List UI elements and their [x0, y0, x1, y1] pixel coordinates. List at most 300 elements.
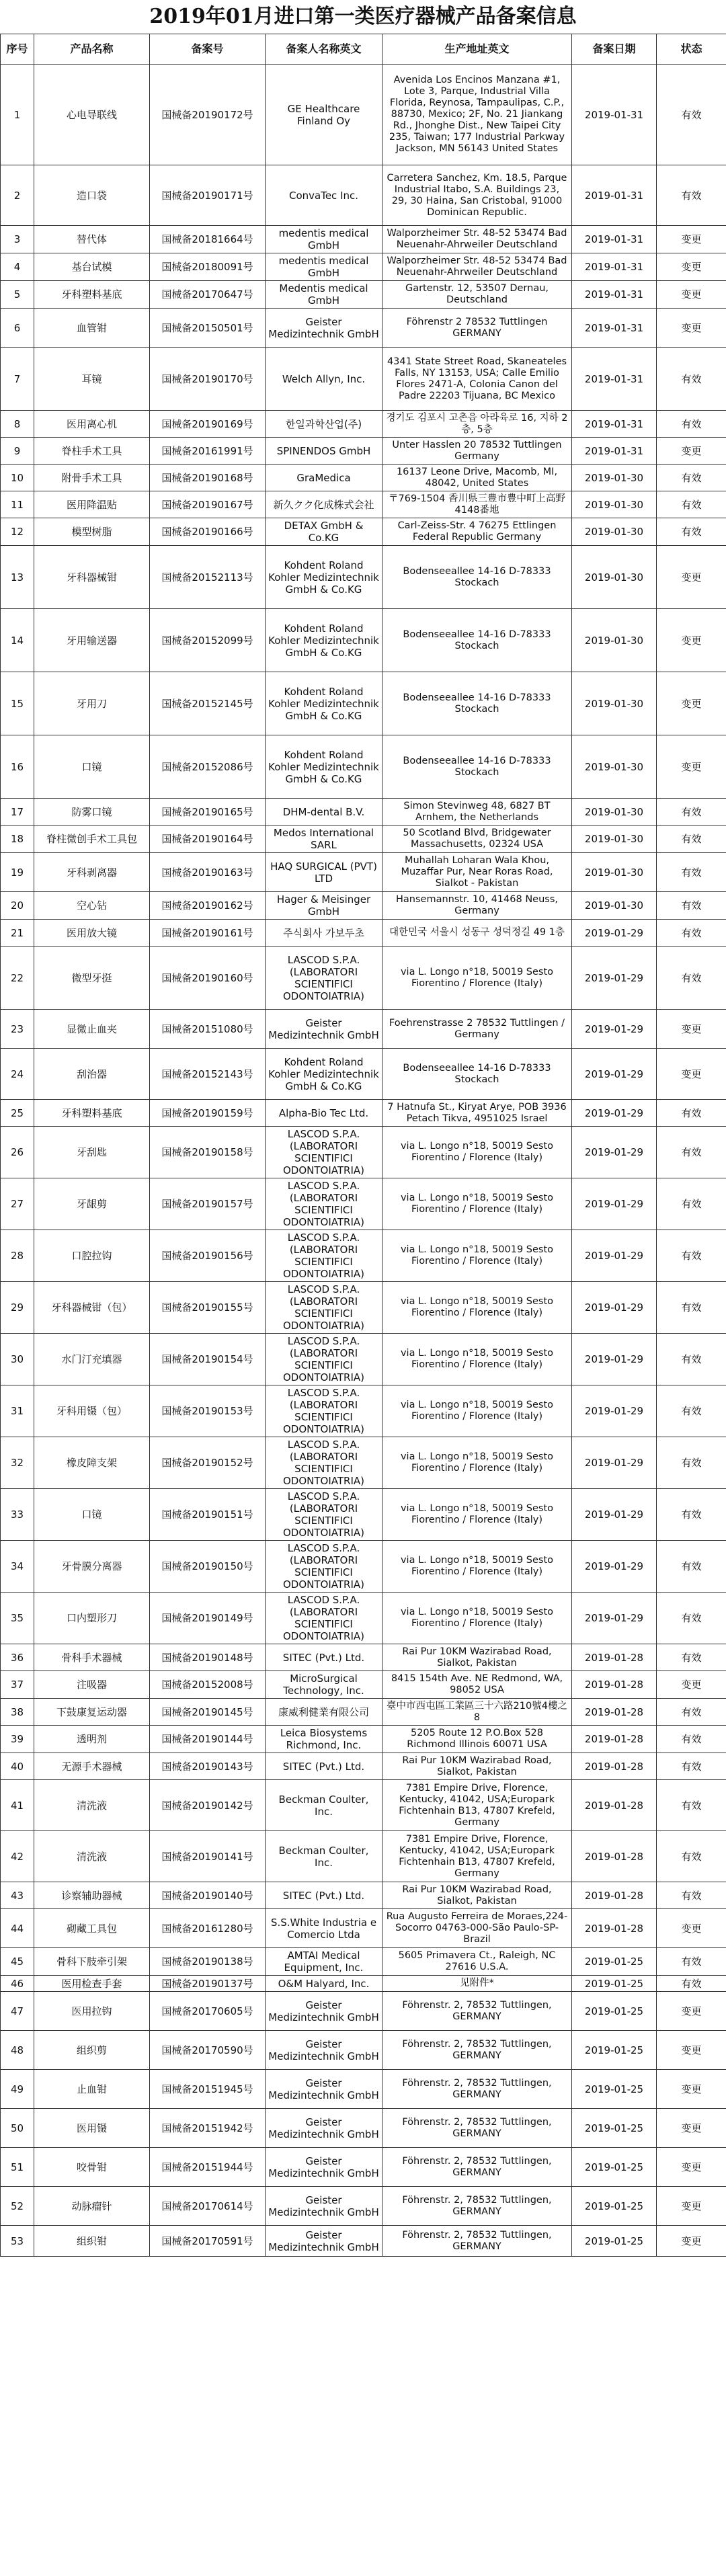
record-number-cell: 国械备20190140号	[150, 1882, 266, 1909]
table-row	[1, 826, 726, 853]
table-row	[1, 165, 726, 226]
status-cell: 变更	[657, 438, 726, 465]
production-address-cell: Unter Hasslen 20 78532 Tuttlingen Germany	[382, 438, 572, 465]
product-name-cell: 脊柱手术工具	[34, 438, 150, 465]
product-name-cell: 咬骨钳	[34, 2148, 150, 2187]
production-address-cell: Föhrenstr. 2, 78532 Tuttlingen, GERMANY	[382, 2187, 572, 2226]
production-address-cell: Hansemannstr. 10, 41468 Neuss, Germany	[382, 892, 572, 920]
registrant-name-cell: Geister Medizintechnik GmbH	[266, 2226, 382, 2257]
product-name-cell: 医用离心机	[34, 411, 150, 438]
record-date-cell: 2019-01-25	[572, 2187, 657, 2226]
record-number-cell: 国械备20190163号	[150, 853, 266, 892]
record-number-cell: 国械备20181664号	[150, 226, 266, 253]
registrant-name-cell: GraMedica	[266, 465, 382, 491]
table-row	[1, 226, 726, 253]
record-number-cell: 国械备20190144号	[150, 1726, 266, 1753]
status-cell: 变更	[657, 2187, 726, 2226]
table-row	[1, 947, 726, 1010]
production-address-cell: 7381 Empire Drive, Florence, Kentucky, 41042, USA;Europark Fichtenhain B13, 47807 Krefeld, Germany	[382, 1831, 572, 1882]
record-date-cell: 2019-01-29	[572, 1385, 657, 1437]
production-address-cell: Carl-Zeiss-Str. 4 76275 Ettlingen Federal Republic Germany	[382, 518, 572, 546]
record-number-cell: 国械备20190151号	[150, 1489, 266, 1541]
seq-cell: 19	[1, 853, 34, 892]
record-date-cell: 2019-01-28	[572, 1671, 657, 1699]
registrant-name-cell: Kohdent Roland Kohler Medizintechnik GmbH & Co.KG	[266, 1049, 382, 1100]
status-cell: 变更	[657, 1010, 726, 1049]
record-number-cell: 国械备20190156号	[150, 1230, 266, 1282]
production-address-cell: 臺中市西屯區工業區三十六路210號4樓之8	[382, 1699, 572, 1726]
record-number-cell: 国械备20152143号	[150, 1049, 266, 1100]
registrant-name-cell: Kohdent Roland Kohler Medizintechnik GmbH & Co.KG	[266, 735, 382, 799]
table-row	[1, 438, 726, 465]
record-date-cell: 2019-01-29	[572, 1593, 657, 1644]
status-cell: 变更	[657, 609, 726, 672]
seq-cell: 40	[1, 1753, 34, 1780]
status-cell: 变更	[657, 546, 726, 609]
seq-cell: 42	[1, 1831, 34, 1882]
table-row	[1, 1230, 726, 1282]
seq-cell: 37	[1, 1671, 34, 1699]
registrant-name-cell: medentis medical GmbH	[266, 253, 382, 281]
production-address-cell: Bodenseeallee 14-16 D-78333 Stockach	[382, 1049, 572, 1100]
status-cell: 有效	[657, 853, 726, 892]
product-name-cell: 牙科塑料基底	[34, 281, 150, 309]
record-number-cell: 国械备20190164号	[150, 826, 266, 853]
seq-cell: 52	[1, 2187, 34, 2226]
product-name-cell: 组织剪	[34, 2031, 150, 2070]
status-cell: 有效	[657, 465, 726, 491]
record-number-cell: 国械备20190148号	[150, 1644, 266, 1671]
production-address-cell: Föhrenstr. 2, 78532 Tuttlingen, GERMANY	[382, 2109, 572, 2148]
status-cell: 有效	[657, 348, 726, 411]
product-name-cell: 心电导联线	[34, 65, 150, 165]
registrant-name-cell: GE Healthcare Finland Oy	[266, 65, 382, 165]
record-date-cell: 2019-01-29	[572, 1334, 657, 1385]
production-address-cell: Bodenseeallee 14-16 D-78333 Stockach	[382, 546, 572, 609]
seq-cell: 34	[1, 1541, 34, 1593]
product-name-cell: 基台试模	[34, 253, 150, 281]
header-production-address: 生产地址英文	[382, 34, 572, 65]
seq-cell: 29	[1, 1282, 34, 1334]
seq-cell: 8	[1, 411, 34, 438]
table-row	[1, 672, 726, 735]
production-address-cell: Simon Stevinweg 48, 6827 BT Arnhem, the Netherlands	[382, 799, 572, 826]
product-name-cell: 口镜	[34, 1489, 150, 1541]
table-row	[1, 309, 726, 348]
table-row	[1, 853, 726, 892]
production-address-cell: via L. Longo n°18, 50019 Sesto Fiorentino / Florence (Italy)	[382, 1489, 572, 1541]
table-row	[1, 2109, 726, 2148]
record-number-cell: 国械备20170591号	[150, 2226, 266, 2257]
header-status: 状态	[657, 34, 726, 65]
production-address-cell: Rai Pur 10KM Wazirabad Road, Sialkot, Pakistan	[382, 1644, 572, 1671]
seq-cell: 53	[1, 2226, 34, 2257]
table-row	[1, 1010, 726, 1049]
table-row	[1, 799, 726, 826]
production-address-cell: 7 Hatnufa St., Kiryat Arye, POB 3936 Petach Tikva, 4951025 Israel	[382, 1100, 572, 1127]
production-address-cell: Muhallah Loharan Wala Khou, Muzaffar Pur, Near Roras Road, Sialkot - Pakistan	[382, 853, 572, 892]
registrant-name-cell: Kohdent Roland Kohler Medizintechnik GmbH & Co.KG	[266, 546, 382, 609]
seq-cell: 10	[1, 465, 34, 491]
table-row	[1, 1644, 726, 1671]
production-address-cell: via L. Longo n°18, 50019 Sesto Fiorentino / Florence (Italy)	[382, 1334, 572, 1385]
record-date-cell: 2019-01-30	[572, 518, 657, 546]
record-date-cell: 2019-01-29	[572, 1230, 657, 1282]
product-name-cell: 组织钳	[34, 2226, 150, 2257]
seq-cell: 20	[1, 892, 34, 920]
seq-cell: 5	[1, 281, 34, 309]
registrant-name-cell: Geister Medizintechnik GmbH	[266, 1010, 382, 1049]
table-row	[1, 518, 726, 546]
registrant-name-cell: LASCOD S.P.A.(LABORATORI SCIENTIFICI ODONTOIATRIA)	[266, 1127, 382, 1178]
product-name-cell: 无源手术器械	[34, 1753, 150, 1780]
seq-cell: 48	[1, 2031, 34, 2070]
registrant-name-cell: LASCOD S.P.A.(LABORATORI SCIENTIFICI ODONTOIATRIA)	[266, 1437, 382, 1489]
status-cell: 变更	[657, 1671, 726, 1699]
product-name-cell: 口镜	[34, 735, 150, 799]
seq-cell: 16	[1, 735, 34, 799]
product-name-cell: 刮治器	[34, 1049, 150, 1100]
table-row	[1, 1593, 726, 1644]
registrant-name-cell: LASCOD S.P.A.(LABORATORI SCIENTIFICI ODONTOIATRIA)	[266, 1230, 382, 1282]
record-date-cell: 2019-01-31	[572, 281, 657, 309]
status-cell: 变更	[657, 735, 726, 799]
seq-cell: 11	[1, 491, 34, 518]
seq-cell: 47	[1, 1992, 34, 2031]
record-date-cell: 2019-01-25	[572, 1948, 657, 1976]
production-address-cell: via L. Longo n°18, 50019 Sesto Fiorentino / Florence (Italy)	[382, 1385, 572, 1437]
record-number-cell: 国械备20180091号	[150, 253, 266, 281]
seq-cell: 35	[1, 1593, 34, 1644]
registrant-name-cell: ConvaTec Inc.	[266, 165, 382, 226]
seq-cell: 36	[1, 1644, 34, 1671]
record-number-cell: 国械备20190160号	[150, 947, 266, 1010]
table-row	[1, 1385, 726, 1437]
record-date-cell: 2019-01-29	[572, 1100, 657, 1127]
record-date-cell: 2019-01-30	[572, 892, 657, 920]
production-address-cell: Bodenseeallee 14-16 D-78333 Stockach	[382, 609, 572, 672]
product-name-cell: 防雾口镜	[34, 799, 150, 826]
header-seq: 序号	[1, 34, 34, 65]
table-row	[1, 1948, 726, 1976]
product-name-cell: 下鼓康复运动器	[34, 1699, 150, 1726]
production-address-cell: 7381 Empire Drive, Florence, Kentucky, 41042, USA;Europark Fichtenhain B13, 47807 Krefeld, Germany	[382, 1780, 572, 1831]
record-date-cell: 2019-01-25	[572, 2226, 657, 2257]
record-date-cell: 2019-01-30	[572, 546, 657, 609]
record-date-cell: 2019-01-30	[572, 826, 657, 853]
production-address-cell: Föhrenstr. 2, 78532 Tuttlingen, GERMANY	[382, 2070, 572, 2109]
status-cell: 有效	[657, 947, 726, 1010]
table-row	[1, 2187, 726, 2226]
record-date-cell: 2019-01-31	[572, 411, 657, 438]
record-number-cell: 国械备20152086号	[150, 735, 266, 799]
status-cell: 有效	[657, 1230, 726, 1282]
record-date-cell: 2019-01-25	[572, 1992, 657, 2031]
registrant-name-cell: Kohdent Roland Kohler Medizintechnik GmbH & Co.KG	[266, 609, 382, 672]
status-cell: 变更	[657, 672, 726, 735]
product-name-cell: 砌藏工具包	[34, 1909, 150, 1948]
table-row	[1, 1831, 726, 1882]
table-row	[1, 1753, 726, 1780]
table-row	[1, 1909, 726, 1948]
registrant-name-cell: Geister Medizintechnik GmbH	[266, 309, 382, 348]
registrant-name-cell: LASCOD S.P.A.(LABORATORI SCIENTIFICI ODONTOIATRIA)	[266, 1334, 382, 1385]
product-name-cell: 牙科器械钳	[34, 546, 150, 609]
status-cell: 有效	[657, 1780, 726, 1831]
record-number-cell: 国械备20190161号	[150, 920, 266, 947]
record-number-cell: 国械备20150501号	[150, 309, 266, 348]
record-date-cell: 2019-01-29	[572, 1437, 657, 1489]
table-header-row	[1, 34, 726, 65]
status-cell: 变更	[657, 1992, 726, 2031]
production-address-cell: 〒769-1504 香川県三豊市豊中町上高野4148番地	[382, 491, 572, 518]
production-address-cell: 8415 154th Ave. NE Redmond, WA, 98052 USA	[382, 1671, 572, 1699]
record-number-cell: 国械备20190141号	[150, 1831, 266, 1882]
status-cell: 有效	[657, 1437, 726, 1489]
record-number-cell: 国械备20190158号	[150, 1127, 266, 1178]
record-date-cell: 2019-01-28	[572, 1831, 657, 1882]
table-row	[1, 1489, 726, 1541]
status-cell: 有效	[657, 826, 726, 853]
product-name-cell: 微型牙挺	[34, 947, 150, 1010]
production-address-cell: via L. Longo n°18, 50019 Sesto Fiorentino / Florence (Italy)	[382, 1541, 572, 1593]
production-address-cell: 경기도 김포시 고촌읍 아라육로 16, 지하 2층, 5층	[382, 411, 572, 438]
seq-cell: 23	[1, 1010, 34, 1049]
record-number-cell: 国械备20190172号	[150, 65, 266, 165]
table-row	[1, 65, 726, 165]
registrant-name-cell: DETAX GmbH & Co.KG	[266, 518, 382, 546]
table-row	[1, 735, 726, 799]
record-date-cell: 2019-01-28	[572, 1699, 657, 1726]
registrant-name-cell: Medentis medical GmbH	[266, 281, 382, 309]
product-name-cell: 骨科手术器械	[34, 1644, 150, 1671]
product-name-cell: 医用拉钩	[34, 1992, 150, 2031]
registrant-name-cell: LASCOD S.P.A.(LABORATORI SCIENTIFICI ODONTOIATRIA)	[266, 1385, 382, 1437]
record-number-cell: 国械备20190167号	[150, 491, 266, 518]
table-row	[1, 546, 726, 609]
status-cell: 有效	[657, 1882, 726, 1909]
seq-cell: 39	[1, 1726, 34, 1753]
production-address-cell: via L. Longo n°18, 50019 Sesto Fiorentino / Florence (Italy)	[382, 947, 572, 1010]
table-row	[1, 465, 726, 491]
record-date-cell: 2019-01-29	[572, 1178, 657, 1230]
seq-cell: 18	[1, 826, 34, 853]
record-number-cell: 国械备20190169号	[150, 411, 266, 438]
production-address-cell: Carretera Sanchez, Km. 18.5, Parque Industrial Itabo, S.A. Buildings 23, 29, 30 Haina, San Cristobal, 91000 Dominican Republic.	[382, 165, 572, 226]
registrant-name-cell: Hager & Meisinger GmbH	[266, 892, 382, 920]
production-address-cell: Walporzheimer Str. 48-52 53474 Bad Neuenahr-Ahrweiler Deutschland	[382, 226, 572, 253]
record-number-cell: 国械备20170647号	[150, 281, 266, 309]
production-address-cell: Gartenstr. 12, 53507 Dernau, Deutschland	[382, 281, 572, 309]
product-name-cell: 牙科塑料基底	[34, 1100, 150, 1127]
record-date-cell: 2019-01-31	[572, 65, 657, 165]
status-cell: 变更	[657, 226, 726, 253]
table-row	[1, 1049, 726, 1100]
record-date-cell: 2019-01-25	[572, 2148, 657, 2187]
product-name-cell: 造口袋	[34, 165, 150, 226]
status-cell: 有效	[657, 165, 726, 226]
seq-cell: 1	[1, 65, 34, 165]
record-date-cell: 2019-01-29	[572, 947, 657, 1010]
production-address-cell: Föhrenstr. 2, 78532 Tuttlingen, GERMANY	[382, 2031, 572, 2070]
record-date-cell: 2019-01-28	[572, 1644, 657, 1671]
seq-cell: 26	[1, 1127, 34, 1178]
table-row	[1, 2226, 726, 2257]
table-row	[1, 348, 726, 411]
seq-cell: 44	[1, 1909, 34, 1948]
record-number-cell: 国械备20151942号	[150, 2109, 266, 2148]
seq-cell: 14	[1, 609, 34, 672]
record-date-cell: 2019-01-28	[572, 1780, 657, 1831]
registrant-name-cell: 주식회사 가보두초	[266, 920, 382, 947]
registrant-name-cell: Leica Biosystems Richmond, Inc.	[266, 1726, 382, 1753]
seq-cell: 46	[1, 1976, 34, 1992]
product-name-cell: 牙刮匙	[34, 1127, 150, 1178]
header-record-number: 备案号	[150, 34, 266, 65]
record-number-cell: 国械备20152099号	[150, 609, 266, 672]
registrant-name-cell: Welch Allyn, Inc.	[266, 348, 382, 411]
record-date-cell: 2019-01-31	[572, 165, 657, 226]
table-row	[1, 411, 726, 438]
record-number-cell: 国械备20190142号	[150, 1780, 266, 1831]
registrant-name-cell: SPINENDOS GmbH	[266, 438, 382, 465]
registrant-name-cell: AMTAI Medical Equipment, Inc.	[266, 1948, 382, 1976]
production-address-cell: via L. Longo n°18, 50019 Sesto Fiorentino / Florence (Italy)	[382, 1437, 572, 1489]
record-number-cell: 国械备20161991号	[150, 438, 266, 465]
seq-cell: 50	[1, 2109, 34, 2148]
record-number-cell: 国械备20190150号	[150, 1541, 266, 1593]
status-cell: 有效	[657, 65, 726, 165]
status-cell: 有效	[657, 1948, 726, 1976]
seq-cell: 15	[1, 672, 34, 735]
production-address-cell: via L. Longo n°18, 50019 Sesto Fiorentino / Florence (Italy)	[382, 1127, 572, 1178]
production-address-cell: Föhrenstr. 2, 78532 Tuttlingen, GERMANY	[382, 2148, 572, 2187]
seq-cell: 30	[1, 1334, 34, 1385]
record-date-cell: 2019-01-29	[572, 1541, 657, 1593]
status-cell: 变更	[657, 2109, 726, 2148]
registrant-name-cell: DHM-dental B.V.	[266, 799, 382, 826]
table-row	[1, 1541, 726, 1593]
record-date-cell: 2019-01-29	[572, 1010, 657, 1049]
production-address-cell: 5205 Route 12 P.O.Box 528 Richmond Illinois 60071 USA	[382, 1726, 572, 1753]
status-cell: 有效	[657, 1831, 726, 1882]
record-number-cell: 国械备20190159号	[150, 1100, 266, 1127]
registrant-name-cell: HAQ SURGICAL (PVT) LTD	[266, 853, 382, 892]
product-name-cell: 注吸器	[34, 1671, 150, 1699]
status-cell: 有效	[657, 1541, 726, 1593]
production-address-cell: 见附件*	[382, 1976, 572, 1992]
record-number-cell: 国械备20151945号	[150, 2070, 266, 2109]
product-name-cell: 动脉瘤针	[34, 2187, 150, 2226]
record-date-cell: 2019-01-28	[572, 1909, 657, 1948]
status-cell: 有效	[657, 892, 726, 920]
seq-cell: 6	[1, 309, 34, 348]
production-address-cell: via L. Longo n°18, 50019 Sesto Fiorentino / Florence (Italy)	[382, 1282, 572, 1334]
seq-cell: 32	[1, 1437, 34, 1489]
record-date-cell: 2019-01-28	[572, 1726, 657, 1753]
table-row	[1, 1780, 726, 1831]
record-number-cell: 国械备20151080号	[150, 1010, 266, 1049]
product-name-cell: 牙科剥离器	[34, 853, 150, 892]
record-number-cell: 国械备20151944号	[150, 2148, 266, 2187]
seq-cell: 12	[1, 518, 34, 546]
registrant-name-cell: Alpha-Bio Tec Ltd.	[266, 1100, 382, 1127]
status-cell: 变更	[657, 1909, 726, 1948]
seq-cell: 4	[1, 253, 34, 281]
product-name-cell: 替代体	[34, 226, 150, 253]
record-date-cell: 2019-01-30	[572, 491, 657, 518]
table-row	[1, 892, 726, 920]
record-date-cell: 2019-01-25	[572, 1976, 657, 1992]
header-registrant-name: 备案人名称英文	[266, 34, 382, 65]
product-name-cell: 清洗液	[34, 1780, 150, 1831]
production-address-cell: Rai Pur 10KM Wazirabad Road, Sialkot, Pakistan	[382, 1753, 572, 1780]
record-number-cell: 国械备20190171号	[150, 165, 266, 226]
seq-cell: 24	[1, 1049, 34, 1100]
registrant-name-cell: 新久クク化成株式会社	[266, 491, 382, 518]
registrant-name-cell: O&M Halyard, Inc.	[266, 1976, 382, 1992]
record-date-cell: 2019-01-30	[572, 853, 657, 892]
status-cell: 有效	[657, 1976, 726, 1992]
seq-cell: 31	[1, 1385, 34, 1437]
record-number-cell: 国械备20152113号	[150, 546, 266, 609]
record-number-cell: 国械备20170590号	[150, 2031, 266, 2070]
table-row	[1, 2148, 726, 2187]
seq-cell: 13	[1, 546, 34, 609]
registrant-name-cell: Kohdent Roland Kohler Medizintechnik GmbH & Co.KG	[266, 672, 382, 735]
production-address-cell: 5605 Primavera Ct., Raleigh, NC 27616 U.S.A.	[382, 1948, 572, 1976]
seq-cell: 17	[1, 799, 34, 826]
record-number-cell: 国械备20161280号	[150, 1909, 266, 1948]
product-name-cell: 模型树脂	[34, 518, 150, 546]
seq-cell: 3	[1, 226, 34, 253]
product-name-cell: 清洗液	[34, 1831, 150, 1882]
record-date-cell: 2019-01-30	[572, 799, 657, 826]
status-cell: 有效	[657, 1753, 726, 1780]
registrant-name-cell: LASCOD S.P.A.(LABORATORI SCIENTIFICI ODONTOIATRIA)	[266, 1178, 382, 1230]
registrant-name-cell: Beckman Coulter, Inc.	[266, 1831, 382, 1882]
record-number-cell: 国械备20190153号	[150, 1385, 266, 1437]
status-cell: 变更	[657, 253, 726, 281]
registrant-name-cell: Geister Medizintechnik GmbH	[266, 2109, 382, 2148]
seq-cell: 9	[1, 438, 34, 465]
table-row	[1, 1882, 726, 1909]
production-address-cell: Walporzheimer Str. 48-52 53474 Bad Neuenahr-Ahrweiler Deutschland	[382, 253, 572, 281]
record-number-cell: 国械备20190166号	[150, 518, 266, 546]
product-name-cell: 牙科用镊（包）	[34, 1385, 150, 1437]
record-number-cell: 国械备20170614号	[150, 2187, 266, 2226]
record-number-cell: 国械备20190137号	[150, 1976, 266, 1992]
status-cell: 有效	[657, 1334, 726, 1385]
product-name-cell: 止血钳	[34, 2070, 150, 2109]
registrant-name-cell: MicroSurgical Technology, Inc.	[266, 1671, 382, 1699]
status-cell: 有效	[657, 518, 726, 546]
header-record-date: 备案日期	[572, 34, 657, 65]
registrant-name-cell: LASCOD S.P.A.(LABORATORI SCIENTIFICI ODONTOIATRIA)	[266, 1593, 382, 1644]
table-row	[1, 1671, 726, 1699]
registrant-name-cell: Geister Medizintechnik GmbH	[266, 1992, 382, 2031]
table-row	[1, 253, 726, 281]
record-number-cell: 国械备20152008号	[150, 1671, 266, 1699]
status-cell: 有效	[657, 1100, 726, 1127]
product-name-cell: 医用放大镜	[34, 920, 150, 947]
seq-cell: 38	[1, 1699, 34, 1726]
seq-cell: 22	[1, 947, 34, 1010]
product-name-cell: 口内塑形刀	[34, 1593, 150, 1644]
product-name-cell: 口腔拉钩	[34, 1230, 150, 1282]
status-cell: 变更	[657, 2031, 726, 2070]
seq-cell: 51	[1, 2148, 34, 2187]
